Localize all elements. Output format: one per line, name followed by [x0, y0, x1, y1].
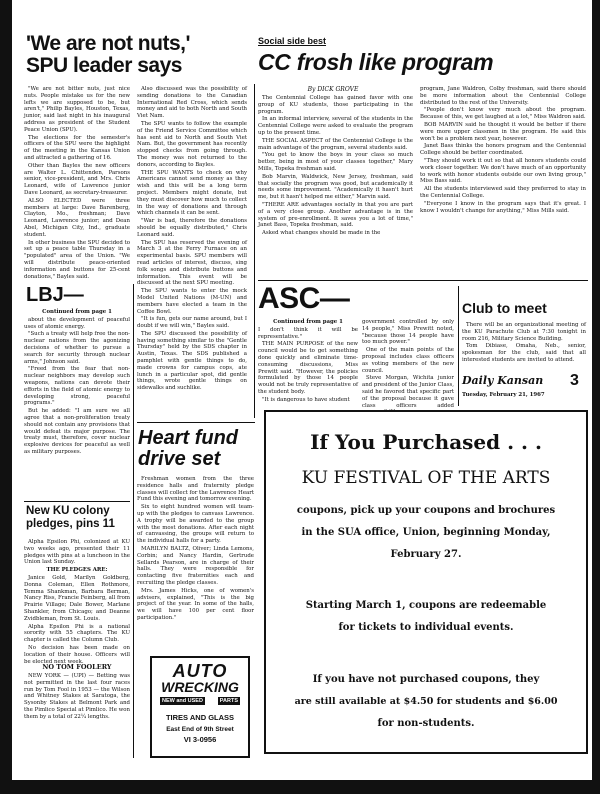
lbj-continued-label: Continued from page 1: [42, 309, 112, 315]
auto-ad-services: TIRES AND GLASS: [165, 713, 235, 722]
lbj-paragraph: about the development of peaceful uses of atomic energy.: [24, 316, 130, 330]
colony-subhead: THE PLEDGES ARE:: [46, 567, 108, 574]
column-rule: [254, 84, 255, 418]
cc-paragraph: BOB MARVIN said he thought it would be better if there were more upper classmen in the program. He said this won't be a problem next year, however.: [420, 121, 586, 142]
social-byline: By DICK GROVE: [307, 86, 359, 93]
colony-headline: New KU colony pledges, pins 11: [26, 505, 115, 530]
asc-paragraph: THE MAIN PURPOSE of the new council would be to get something done quickly and eliminate time-consuming discussions, Miss Prewitt said. "However, the policies formulated by those 14 people would not be truly representative of the student body.: [258, 341, 358, 395]
cc-paragraph: Janet Bass thinks the honors program and the Centennial College should be better coordinated.: [420, 143, 586, 157]
festival-line7: are still available at $4.50 for students and $6.00: [294, 696, 558, 707]
spu-paragraph: The SPU wants to enter the mock Model United Nations (M-UN) and members have elected a team in the Coffee Bowl.: [137, 288, 247, 315]
section-rule: [258, 280, 588, 281]
asc-headline: ASC—: [258, 282, 350, 315]
lbj-headline: LBJ—: [26, 284, 84, 306]
festival-line3: February 27.: [390, 549, 462, 560]
spu-paragraph: Other than Bayles the new officers are Walter L. Chittenden, Parsons senior, vice-president, and Mrs. Chris Leonard, wife of Lawrence junior Dave Leonard, as secretary-treasurer.: [24, 162, 130, 196]
auto-ad-line1: AUTO: [172, 661, 228, 681]
column-rule: [458, 286, 459, 406]
colony-paragraph: Janice Gold, Marilyn Goldberg, Donna Coleman, Ellen Rothmore, Temma Shankman, Barbara Berman, Nancy Riss, Francie Feinberg, all from Prairie Village; Dale Bower, Marlane Shankler, from Chicago; and Deanne Zvidbleman, from St. Louis.: [24, 574, 130, 622]
festival-ad: [264, 410, 588, 754]
column-rule: [133, 284, 134, 758]
festival-line2: in the SUA office, Union, beginning Monday,: [301, 527, 551, 538]
cc-paragraph: Asked what changes should be made in the: [262, 230, 381, 237]
scan-edge-bottom: [0, 780, 600, 794]
cc-paragraph: Bob Marvin, Waldwick, New Jersey, freshman, said that socially the program was good, but academically it needs some improvement. "Academically it hasn't hurt me, but it hasn't helped me either," Marvin said.: [258, 173, 413, 201]
cc-paragraph: The Centennial College has gained favor with one group of KU students, those participating in the program.: [258, 95, 413, 115]
cc-paragraph: All the students interviewed said they preferred to stay in the Centennial College.: [420, 186, 586, 199]
tom-paragraph: NEW YORK — (UPI) — Betting was not permitted in the last four races run by Tom Fool in 1953 — the Wilson and Whitney Stakes at Saratoga, the Sysonby Stakes at Belmont Park and the Pimlico Special at Pimlico. He won them by a total of 22¼ lengths.: [24, 673, 130, 720]
spu-paragraph: The elections for the semester's officers of the SPU were the highlight of the meeting in the Kansas Union and attracted a gathering of 16.: [24, 134, 130, 161]
festival-title: KU FESTIVAL OF THE ARTS: [301, 468, 551, 488]
heart-story: [137, 476, 254, 650]
asc-story-col-a: [258, 319, 358, 403]
auto-ad-phone: VI 3-0956: [183, 735, 217, 744]
auto-ad-tag-row: [160, 697, 240, 705]
asc-paragraph: Steve Morgan, Wichita junior and president of the Junior Class, said he favored that specific part of the proposal because it gave class officers added: [362, 375, 454, 409]
club-paragraph: Tom Dibiase, Omaha, Neb., senior, spokesman for the club, said that all interested students are invited to attend.: [462, 343, 586, 363]
auto-ad-tag-right: PARTS: [219, 698, 238, 704]
auto-wrecking-ad: [150, 656, 250, 758]
colony-paragraph: No decision has been made on location of their house. Officers will be elected next week.: [24, 644, 130, 665]
masthead-name: Daily Kansan: [462, 374, 544, 387]
spu-story-col2: [137, 86, 247, 410]
festival-line6: If you have not purchased coupons, they: [312, 674, 540, 685]
spu-headline-line2: SPU leader says: [26, 54, 182, 77]
spu-paragraph: The SPU wants to follow the example of the Friend Service Committee which has sent aid to North and South Viet Nam. But, the government has recently stopped checks from going through. The money was not returned to the donors, according to Bayles.: [137, 120, 247, 168]
festival-line5: for tickets to individual events.: [338, 622, 514, 633]
festival-line1: coupons, pick up your coupons and brochures: [296, 505, 556, 516]
auto-ad-tag-left: NEW and USED: [162, 698, 203, 704]
club-story: [462, 322, 586, 370]
cc-paragraph: "You get to know the boys in your class so much better, being in most of your classes together," Mary Mills, Topeka freshman said.: [258, 152, 413, 172]
scan-edge-left: [0, 0, 12, 794]
heart-headline-line1: Heart fund: [138, 427, 238, 449]
club-paragraph: There will be an organizational meeting of the KU Parachute Club at 7:30 tonight in room 216, Military Science Building.: [462, 322, 586, 342]
cc-paragraph: THE SOCIAL ASPECT of the Centennial College is the main advantage of the program, several students said.: [258, 137, 413, 151]
colony-paragraph: Alpha Epsilon Phi is a national sorority with 55 chapters. The KU chapter is called the Column Club.: [24, 623, 130, 644]
asc-continued-label: Continued from page 1: [273, 319, 343, 325]
heart-paragraph: Mrs. James Hicks, one of women's advisers, explained, "This is the big project of the year. In some of the halls, we will have 100 per cent floor participation.": [137, 587, 254, 621]
lbj-story: [24, 309, 130, 495]
spu-headline: [26, 33, 248, 77]
section-rule: [24, 501, 130, 502]
cc-paragraph: In an informal interview, several of the students in the Centennial College were asked to evaluate the program up to the present time.: [258, 116, 413, 136]
scan-edge-right: [592, 0, 600, 794]
section-rule: [137, 422, 255, 423]
page-number: 3: [570, 372, 579, 389]
heart-paragraph: Freshman women from the three residence halls and fraternity pledge classes will collect for the Lawrence Heart Fund this evening and tomorrow evening.: [137, 476, 254, 503]
spu-paragraph: In other business the SPU decided to set up a peace table Thursday in a "populated" area of the Union. "We will distribute peace-oriented information and buttons for 25-cent donations," Bayles said.: [24, 239, 130, 280]
cc-story-col-a: [258, 95, 413, 275]
festival-line8: for non-students.: [377, 718, 475, 729]
lbj-paragraph: "Such a treaty will help free the non-nuclear nations from the agonizing decisions of whether to pursue a search for security through nuclear arms," Johnson said.: [24, 331, 130, 365]
colony-story: [24, 539, 130, 665]
cc-paragraph: "THERE ARE advantages socially in that you are part of a very close group. Another advantage is in the system of pre-enrollment. It saves you a lot of time," Janet Bass, Topeka freshman, said.: [258, 201, 413, 229]
festival-lead: If You Purchased . . .: [310, 430, 542, 454]
spu-paragraph: The SPU has reserved the evening of March 3 at the Ferry Furnace on an experimental basis. SPU members will read articles of interest, discuss, sing folk songs and distribute buttons and information. This event will be discussed at the next SPU meeting.: [137, 239, 247, 287]
spu-headline-line1: 'We are not nuts,': [26, 32, 190, 55]
asc-story-col-b: [362, 319, 454, 409]
spu-paragraph: The SPU discussed the possibility of having something similar to the "Gentle Thursday" held by the SDS chapter in Austin, Texas. The SDS published a pamphlet with gentle things to do, made crowns for campus cops, ate lunch in a particular spot, did gentle things, wrote gentle things on sidewalks and suchlike.: [137, 330, 247, 392]
masthead-date: Tuesday, February 21, 1967: [462, 392, 545, 398]
cc-paragraph: "People don't know very much about the program. Because of this, we get laughed at a lot," Miss Waldron said.: [420, 107, 586, 121]
masthead: [462, 374, 588, 406]
lbj-paragraph: "Freed from the fear that non-nuclear neighbors may develop such weapons, nations can devote their efforts in the field of atomic energy to developing strong, peaceful programs.": [24, 366, 130, 407]
auto-ad-address: East End of 9th Street: [166, 726, 234, 733]
asc-paragraph: One of the main points of the proposal includes class officers as voting members of the new council.: [362, 347, 454, 374]
cc-paragraph: "They should work it out so that all honors students could work closer together. We don't have much of an opportunity to work with honor students outside our own living group," Miss Bass said.: [420, 157, 586, 185]
club-headline: Club to meet: [462, 300, 547, 316]
festival-line4: Starting March 1, coupons are redeemable: [305, 600, 547, 611]
heart-paragraph: Six to eight hundred women will team-up with the pledges to canvass Lawrence. A trophy will be awarded to the group with the most donations. After each night of canvassing, the groups will return to the individual halls for a party.: [137, 504, 254, 545]
auto-ad-line2: WRECKING: [161, 679, 239, 695]
social-kicker: Social side best: [258, 36, 327, 46]
spu-paragraph: "War is bad, therefore the donations should be equally distributed," Chris Leonard said.: [137, 218, 247, 238]
spu-paragraph: THE SPU WANTS to check on why Americans cannot send money as they wish and this will be a long term project. Members might donate, but they must discover how much to collect in the way of donations and through which channels it can be sent.: [137, 169, 247, 217]
cc-story-col-b: [420, 86, 586, 276]
spu-paragraph: "We are not bitter nuts, just nice nuts. People mistake us for the new lefts we are supposed to be, but aren't," Philip Bayles, Houston, Texas, junior, said last night in his inaugural address as president of the Student Peace Union (SPU).: [24, 86, 130, 133]
asc-paragraph: government controlled by only 14 people," Miss Prewitt noted, "because those 14 people have too much power.": [362, 319, 454, 346]
heart-paragraph: MARILYN BALTZ, Oliver; Linda Lemons, Corbin; and Nancy Hardin, Gertrude Sellards Pearson, are in charge of their halls. They were responsible for contacting five fraternities each and recruiting the pledge classes.: [137, 545, 254, 586]
cc-paragraph: program, Jane Waldron, Colby freshman, said there should be more information about the Centennial College distributed to the rest of the University.: [420, 86, 586, 106]
heart-headline: [138, 428, 256, 470]
cc-headline: CC frosh like program: [258, 49, 494, 75]
heart-headline-line2: drive set: [138, 448, 221, 470]
asc-paragraph: "It is dangerous to have student: [262, 396, 350, 403]
asc-paragraph: I don't think it will be representative.": [258, 326, 358, 340]
lbj-paragraph: But he added: "I am sure we all agree that a non-proliferation treaty should not contain any provisions that would defeat its major purpose. The treaty must, therefore, cover nuclear explosive devices for peaceful as well as military purposes.: [24, 408, 130, 455]
tom-story: [24, 673, 130, 757]
spu-story-col1: [24, 86, 130, 280]
spu-paragraph: ALSO ELECTED were three members at large: Dave Barenberg, Clayton, Mo., freshman; Dave Leonard, Lawrence junior; and Dean Abel, Michigan City, Ind., graduate student.: [24, 197, 130, 238]
cc-paragraph: "Everyone I know in the program says that it's great. I know I wouldn't change for anything," Miss Mills said.: [420, 200, 586, 214]
spu-paragraph: Also discussed was the possibility of sending donations to the Canadian International Red Cross, which sends money and aid to both North and South Viet Nam.: [137, 86, 247, 120]
colony-paragraph: Alpha Epsilon Phi, colonized at KU two weeks ago, presented their 11 pledges with pins at a luncheon in the Union last Sunday.: [24, 539, 130, 566]
spu-paragraph: "It is fun, gets our name around, but I doubt if we will win," Bayles said.: [137, 316, 247, 330]
tom-headline: NO TOM FOOLERY: [42, 663, 112, 671]
